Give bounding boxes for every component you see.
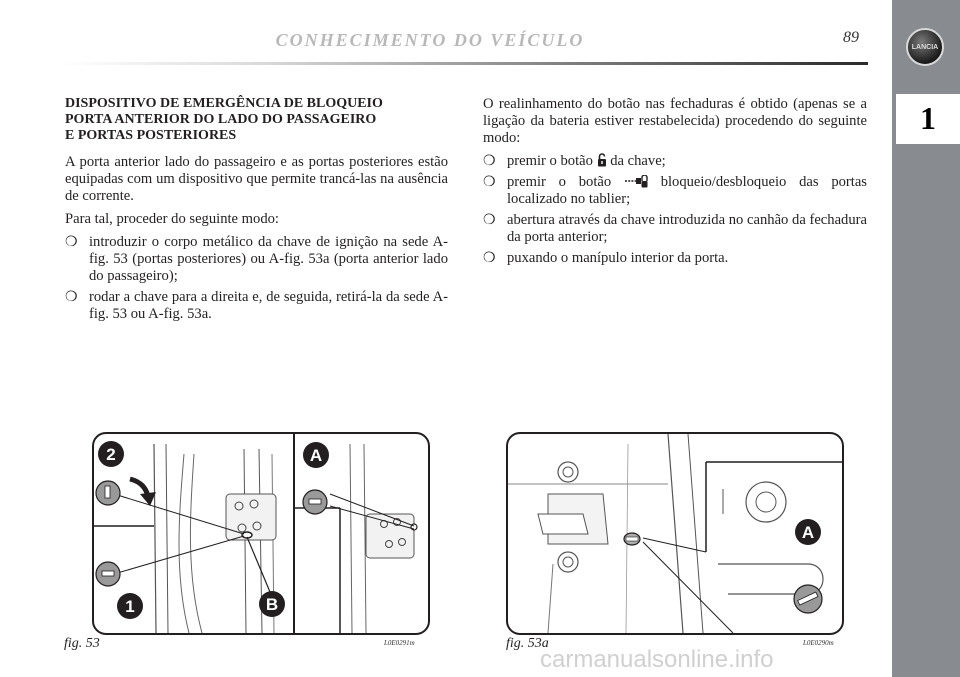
page-number: 89 <box>843 29 859 46</box>
left-column <box>65 96 448 327</box>
list-item-text: bloqueio/desbloqueio das portas localizado no tablier; <box>507 174 867 207</box>
bullet-icon: ❍ <box>483 251 496 266</box>
bullet-icon: ❍ <box>65 235 78 250</box>
figure-53a-illustration <box>508 434 842 633</box>
padlock-open-icon <box>597 153 607 167</box>
section-heading <box>65 96 448 144</box>
list-item-text: premir o botão <box>507 153 593 169</box>
fig53-label-B: B <box>265 595 279 614</box>
heading-line: E PORTAS POSTERIORES <box>65 128 237 143</box>
list-item <box>483 174 867 208</box>
list-item-text: da chave; <box>610 153 666 169</box>
list-item <box>483 212 867 246</box>
fig53a-label-A: A <box>801 523 815 542</box>
figure-53a <box>506 432 844 635</box>
bullet-icon: ❍ <box>483 213 496 228</box>
figure-53-caption: fig. 53 <box>64 636 100 651</box>
figure-53 <box>92 432 430 635</box>
heading-line: PORTA ANTERIOR DO LADO DO PASSAGEIRO <box>65 112 377 127</box>
procedure-list <box>65 234 448 323</box>
section-number: 1 <box>920 100 936 136</box>
bullet-icon: ❍ <box>483 175 496 190</box>
procedure-paragraph: Para tal, proceder do seguinte modo: <box>65 211 279 227</box>
heading-line: DISPOSITIVO DE EMERGÊNCIA DE BLOQUEIO <box>65 96 383 111</box>
figure-53-code: L0E0291m <box>384 639 415 647</box>
bullet-icon: ❍ <box>65 290 78 305</box>
list-item <box>483 250 867 267</box>
fig53-label-A: A <box>309 446 323 465</box>
list-item-text: puxando o manípulo interior da porta. <box>507 250 729 266</box>
list-item <box>65 234 448 285</box>
fig53-label-1: 1 <box>125 597 135 616</box>
list-item-text: introduzir o corpo metálico da chave de ignição na sede A-fig. 53 (portas posteriores) ou A-fig. 53a (porta anterior lado do passageiro); <box>89 234 448 284</box>
list-item-text: abertura através da chave introduzida no canhão da fechadura da porta anterior; <box>507 212 867 245</box>
fig53-label-2: 2 <box>106 445 116 464</box>
list-item <box>65 289 448 323</box>
right-column <box>483 96 867 271</box>
bullet-icon: ❍ <box>483 154 496 169</box>
list-item-text: rodar a chave para a direita e, de seguida, retirá-la da sede A-fig. 53 ou A-fig. 53a. <box>89 289 448 322</box>
realignment-paragraph: O realinhamento do botão nas fechaduras é obtido (apenas se a ligação da bateria estiver restabelecida) procedendo do seguinte modo: <box>483 96 867 146</box>
header-rule <box>62 62 868 65</box>
figure-53-illustration <box>94 434 428 633</box>
realignment-list <box>483 153 867 267</box>
header-title: CONHECIMENTO DO VEÍCULO <box>275 30 585 50</box>
intro-paragraph: A porta anterior lado do passageiro e as portas posteriores estão equipadas com um dispositivo que permite trancá-las na ausência de corrente. <box>65 154 448 204</box>
figure-53a-caption: fig. 53a <box>506 636 549 651</box>
list-item-text: premir o botão <box>507 174 612 190</box>
section-box <box>896 94 960 144</box>
brand-logo <box>906 28 944 66</box>
figure-53a-code: L0E0290m <box>803 639 834 647</box>
list-item <box>483 153 867 170</box>
key-lock-button-icon <box>624 175 648 188</box>
watermark: carmanualsonline.info <box>540 646 774 673</box>
brand-logo-text: LANCIA <box>911 43 939 51</box>
